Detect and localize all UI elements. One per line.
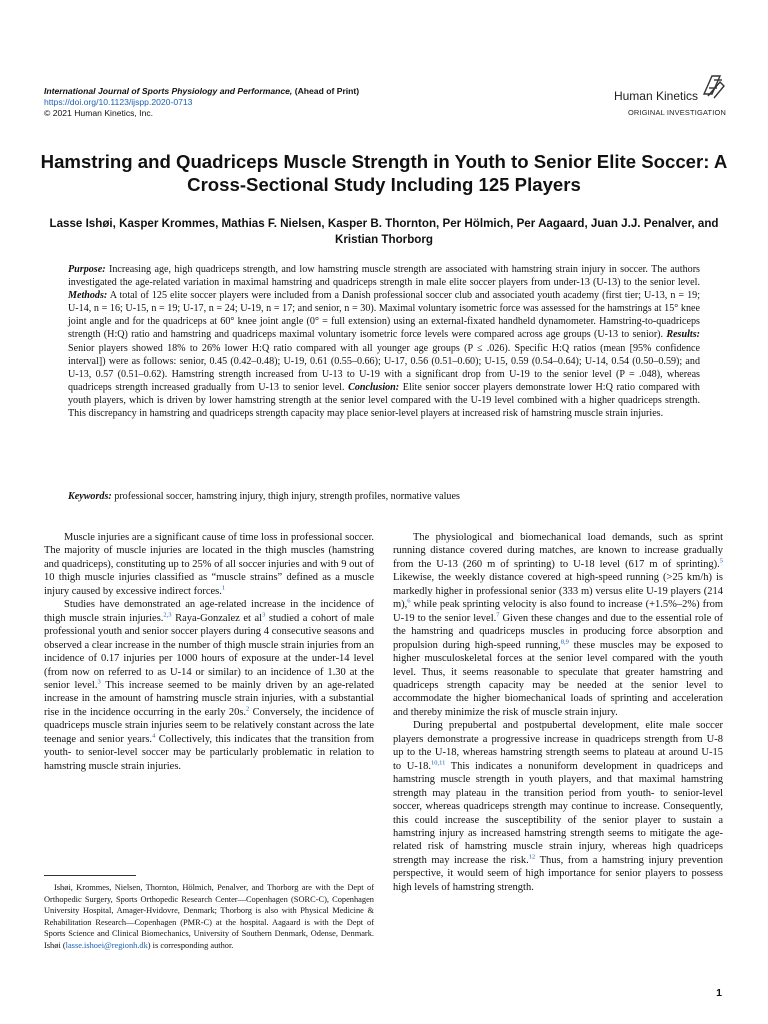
paragraph-text: This indicates a nonuniform development in quadriceps and hamstring muscle strength in youth players, and that maximal hamstring strength may plateau in the transition period from youth- to senior-level soccer, whereas quadriceps strength may continue to increase. Consequently, this could increase the susceptibility of the senior player to sustain a hamstring injury as increased hamstring strength seems to mitigate the age-related risk of hamstring muscle strain injury, whereas high quadriceps strength may increase the risk. bbox=[393, 760, 724, 866]
purpose-label: Purpose: bbox=[68, 264, 106, 275]
footnote-divider bbox=[44, 875, 136, 876]
keywords-label: Keywords: bbox=[68, 491, 112, 502]
footnote-text: ) is corresponding author. bbox=[147, 940, 234, 950]
journal-header bbox=[44, 86, 359, 120]
methods-label: Methods: bbox=[68, 290, 108, 302]
reference-link[interactable]: 5 bbox=[719, 557, 723, 565]
paragraph-text: The physiological and biomechanical load demands, such as sprint running distance covered during matches, are known to increase gradually from the U-13 (260 m of sprinting) to U-18 level (617 m of sprinting). bbox=[393, 532, 723, 570]
paragraph-text: these muscles may be exposed to higher musculoskeletal forces at the senior level compared with the youth level. Thus, it seems reasonable to speculate that greater hamstring and quadriceps strength capacity may be needed at the senior level to accommodate the higher biomechanical loads of sprinting and acceleration and thereby minimize the risk of muscle strain injury. bbox=[393, 639, 723, 718]
left-column bbox=[44, 531, 374, 773]
right-column bbox=[393, 531, 723, 894]
paragraph-text: studied a cohort of male professional youth and senior soccer players during 4 consecutive seasons and observed a clear increase in the number of thigh muscle strain injuries from an incidence of 0.17 injuries per 1000 hours of exposure at the under-14 level (from now on referred to as U-14 or similar) to an incidence of 1.30 at the senior level. bbox=[44, 612, 375, 691]
copyright: © 2021 Human Kinetics, Inc. bbox=[44, 108, 154, 119]
reference-link[interactable]: 6 bbox=[407, 597, 411, 605]
print-status: (Ahead of Print) bbox=[294, 86, 360, 96]
reference-link[interactable]: 10,11 bbox=[430, 759, 446, 767]
paragraph bbox=[393, 719, 723, 894]
reference-link[interactable]: 3 bbox=[262, 611, 266, 619]
email-link[interactable]: lasse.ishoei@regionh.dk bbox=[65, 940, 148, 950]
paragraph-text: This increase seemed to be mainly driven by an age-related increase in the amount of hamstring muscle strain injuries, with a substantial rise in the incidence occurring in the early 20s. bbox=[44, 679, 374, 718]
abstract bbox=[68, 263, 700, 420]
reference-link[interactable]: 1 bbox=[221, 584, 226, 592]
doi-link[interactable]: https://doi.org/10.1123/ijspp.2020-0713 bbox=[44, 97, 193, 108]
keywords bbox=[68, 490, 700, 503]
paragraph-text: Raya-Gonzalez et al bbox=[171, 612, 263, 624]
journal-line bbox=[44, 86, 359, 97]
paragraph-text: During prepubertal and postpubertal development, elite male soccer players demonstrate a progressive increase in quadriceps strength from U-8 up to the U-18, whereas hamstring strength seems to plateau at around U-15 to U-18. bbox=[393, 720, 723, 772]
section-label: ORIGINAL INVESTIGATION bbox=[627, 108, 726, 117]
paragraph-text: Studies have demonstrated an age-related increase in the incidence of thigh muscle strain injuries. bbox=[44, 599, 374, 624]
paragraph bbox=[44, 531, 374, 598]
journal-name: International Journal of Sports Physiology and Performance, bbox=[44, 86, 293, 96]
author-list: Lasse Ishøi, Kasper Krommes, Mathias F. Nielsen, Kasper B. Thornton, Per Hölmich, Per Aagaard, Juan J.J. Penalver, and Kristian Thorborg bbox=[49, 217, 719, 246]
paragraph-text: Muscle injuries are a significant cause of time loss in professional soccer. The majority of muscle injuries are located in the thigh muscles (hamstring and quadriceps), constituting up to 25% of all soccer injuries and with 9 out of 10 thigh muscle injuries classified as “muscle strains” defined as a muscle injury caused by excessive indirect forces. bbox=[44, 532, 374, 597]
reference-link[interactable]: 2 bbox=[246, 705, 250, 713]
paragraph-text: while peak sprinting velocity is also found to increase (+1.5%–2%) from U-19 to the senior level. bbox=[393, 599, 723, 624]
paragraph-text: Given these changes and due to the essential role of the hamstring and quadriceps muscles in producing force absorption and propulsion during high-speed running, bbox=[393, 612, 723, 651]
paragraph-text: Likewise, the weekly distance covered at high-speed running (>25 km/h) is markedly higher in professional senior (333 m) versus elite U-19 players (214 m), bbox=[393, 572, 723, 611]
affiliation-footnote bbox=[44, 882, 374, 951]
paragraph-text: Conversely, the incidence of quadriceps muscle strain injuries seem to be relatively constant across the late teenage and senior years. bbox=[44, 706, 374, 745]
reference-link[interactable]: 2,3 bbox=[163, 611, 172, 619]
conclusion-label: Conclusion: bbox=[348, 381, 400, 393]
human-kinetics-logo-icon bbox=[700, 72, 726, 100]
results-text: Senior players showed 18% to 26% lower H:Q ratio compared with all younger age groups (P ≤ .026). Specific H:Q ratios (mean [95% confidence interval]) were as follows: senior, 0.45 (0.42–0.48); U-19, 0.61 (0.55–0.66); U-17, 0.56 (0.51–0.60); U-15, 0.59 (0.54–0.64); U-14, 0.54 (0.50–0.59); and U-13, 0.57 (0.51–0.62). Hamstring strength increased from U-13 to U-19 with a significant drop from U-19 to the senior level (P = .048), whereas quadriceps strength increased gradually from U-13 to senior level. bbox=[68, 342, 700, 393]
keywords-text: professional soccer, hamstring injury, thigh injury, strength profiles, normative values bbox=[111, 491, 460, 502]
reference-link[interactable]: 8,9 bbox=[560, 638, 569, 646]
purpose-text: Increasing age, high quadriceps strength, and low hamstring muscle strength are associated with hamstring strain injury in soccer. The authors investigated the age-related variation in maximal hamstring and quadriceps strength in male elite soccer players from under-13 (U-13) to the senior level. bbox=[68, 264, 700, 289]
footnote-text: Ishøi, Krommes, Nielsen, Thornton, Hölmich, Penalver, and Thorborg are with the Dept of Orthopedic Surgery, Sports Orthopedic Research Center—Copenhagen (SORC-C), Copenhagen University Hospital, Amager-Hvidovre, Denmark; Thorborg is also with Physical Medicine & Rehabilitation Research—Copenhagen (PMR-C) at the hospital. Aagaard is with the Dept of Sports Science and Clinical Biomechanics, University of Southern Denmark, Odense, Denmark. Ishøi ( bbox=[44, 883, 374, 950]
methods-text: A total of 125 elite soccer players were included from a Danish professional soccer club and associated youth academy (first tier; U-13, n = 19; U-14, n = 16; U-15, n = 19; U-17, n = 24; U-19, n = 17; and senior, n = 30). Maximal voluntary isometric force was assessed for the hamstrings at 15° knee joint angle and for the quadriceps at 60° knee joint angle (0° = full extension) using an external-fixated handheld dynamometer. Hamstring-to-quadriceps strength (H:Q) ratio and hamstring and quadriceps maximal voluntary isometric force levels were compared across age groups (U-13 to senior). bbox=[68, 290, 700, 341]
results-label: Results: bbox=[666, 329, 700, 341]
reference-link[interactable]: 4 bbox=[152, 732, 156, 740]
paragraph bbox=[44, 598, 374, 773]
conclusion-text: Elite senior soccer players demonstrate lower H:Q ratio compared with youth players, which is driven by lower hamstring strength at the senior level compared with the U-19 level combined with a higher quadriceps strength. This discrepancy in hamstring and quadriceps strength capacity may place senior-level players at increased risk of hamstring muscle strain injuries. bbox=[68, 381, 700, 420]
reference-link[interactable]: 12 bbox=[528, 853, 536, 861]
paragraph bbox=[393, 531, 723, 719]
reference-link[interactable]: 3 bbox=[97, 678, 101, 686]
reference-link[interactable]: 7 bbox=[496, 611, 500, 619]
publisher-name: Human Kinetics bbox=[613, 89, 698, 103]
paragraph-text: Thus, from a hamstring injury prevention perspective, it would seem of high importance for senior players to possess high levels of hamstring strength. bbox=[393, 854, 724, 893]
paragraph-text: Collectively, this indicates that the transition from youth- to senior-level soccer may be particularly problematic in relation to hamstring muscle strain injuries. bbox=[44, 733, 374, 772]
article-title: Hamstring and Quadriceps Muscle Strength in Youth to Senior Elite Soccer: A Cross-Sectional Study Including 125 Players bbox=[40, 151, 728, 195]
page-number: 1 bbox=[716, 987, 722, 999]
